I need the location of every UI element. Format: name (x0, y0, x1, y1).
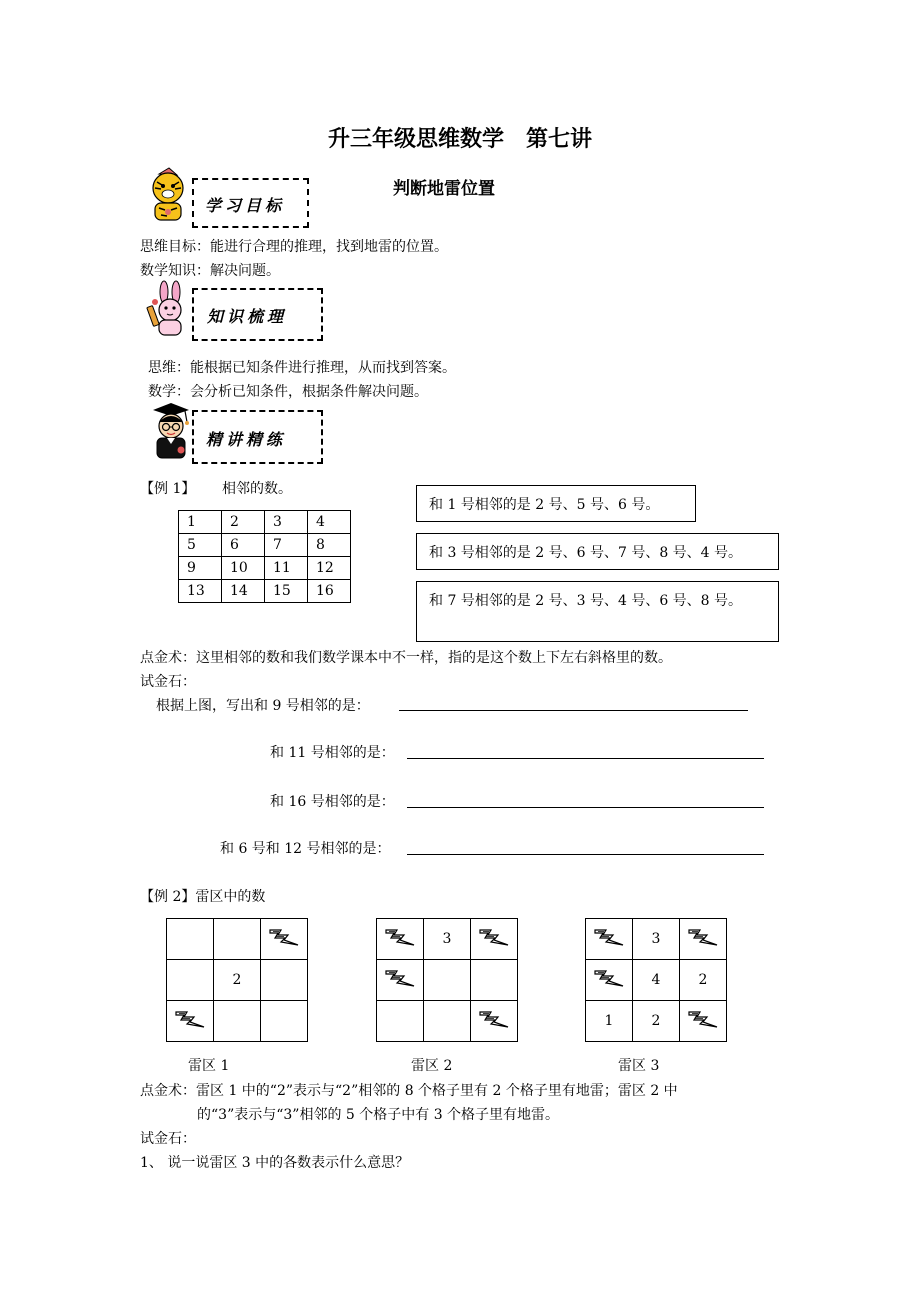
lightning-mine-icon (592, 926, 626, 948)
example2-question-1: 1、 说一说雷区 3 中的各数表示什么意思？ (140, 1155, 410, 1171)
lightning-mine-icon (477, 926, 511, 948)
mine-count: 1 (604, 1013, 614, 1029)
adjacency-box-3: 和 3 号相邻的是 2 号、6 号、7 号、8 号、4 号。 (416, 533, 779, 570)
grid-cell (471, 960, 518, 1001)
example2-tip-line-2: 的“3”表示与“3”相邻的 5 个格子中有 3 个格子里有地雷。 (197, 1107, 560, 1123)
grid-cell (586, 919, 633, 960)
grid-cell (261, 1001, 308, 1042)
section-label-goals: 学习目标 (205, 196, 286, 215)
lightning-mine-icon (383, 967, 417, 989)
grid-row (377, 960, 518, 1001)
mine-count: 2 (698, 972, 708, 988)
lightning-mine-icon (267, 926, 301, 948)
adjacency-box-1: 和 1 号相邻的是 2 号、5 号、6 号。 (416, 485, 696, 522)
lightning-mine-icon (686, 926, 720, 948)
answer-line-16[interactable] (407, 807, 764, 808)
table-row (179, 580, 351, 603)
grid-row (377, 919, 518, 960)
table-cell: 4 (308, 511, 351, 534)
example2-label: 【例 2】 (140, 889, 196, 905)
review-line-1: 思维：能根据已知条件进行推理，从而找到答案。 (148, 360, 456, 376)
grid-cell (167, 960, 214, 1001)
goals-line-1: 思维目标：能进行合理的推理，找到地雷的位置。 (140, 239, 448, 255)
grid-row (377, 1001, 518, 1042)
table-cell: 1 (179, 511, 222, 534)
grid-cell (424, 960, 471, 1001)
answer-line-6-12[interactable] (407, 854, 764, 855)
table-cell: 15 (265, 580, 308, 603)
grid-cell (680, 1001, 727, 1042)
section-label-practice: 精讲精练 (206, 430, 287, 449)
minefield-caption-1: 雷区 1 (188, 1058, 230, 1074)
grid-cell (471, 919, 518, 960)
mine-count: 4 (651, 972, 661, 988)
table-cell: 12 (308, 557, 351, 580)
grid-cell (586, 960, 633, 1001)
answer-line-11[interactable] (407, 758, 764, 759)
grid-cell (167, 1001, 214, 1042)
table-cell: 2 (222, 511, 265, 534)
example1-try-label: 试金石： (140, 674, 196, 690)
table-cell: 16 (308, 580, 351, 603)
table-cell: 14 (222, 580, 265, 603)
grid-cell (680, 919, 727, 960)
table-cell: 6 (222, 534, 265, 557)
grid-cell (214, 919, 261, 960)
example2-label-title (140, 886, 265, 906)
grid-cell (214, 1001, 261, 1042)
example1-tip: 点金术：这里相邻的数和我们数学课本中不一样，指的是这个数上下左右斜格里的数。 (140, 650, 672, 666)
grid-cell (261, 960, 308, 1001)
grid-cell (471, 1001, 518, 1042)
mine-count: 3 (442, 931, 452, 947)
question-16-label: 和 16 号相邻的是： (270, 794, 395, 810)
example1-title: 相邻的数。 (222, 481, 292, 497)
minefield-grid-2 (376, 918, 518, 1042)
grid-cell (424, 919, 471, 960)
grid-cell (167, 919, 214, 960)
table-cell: 3 (265, 511, 308, 534)
lightning-mine-icon (592, 967, 626, 989)
adjacency-box-7: 和 7 号相邻的是 2 号、3 号、4 号、6 号、8 号。 (416, 581, 779, 642)
minefield-grid-1 (166, 918, 308, 1042)
grid-cell (424, 1001, 471, 1042)
adjacency-number-table (178, 510, 351, 603)
table-cell: 11 (265, 557, 308, 580)
grid-row (167, 1001, 308, 1042)
table-row (179, 511, 351, 534)
grid-row (167, 919, 308, 960)
grid-cell (377, 960, 424, 1001)
example2-title: 雷区中的数 (195, 889, 266, 905)
lightning-mine-icon (383, 926, 417, 948)
page-title: 升三年级思维数学 第七讲 (327, 127, 592, 152)
example2-try-label: 试金石： (140, 1131, 196, 1147)
question-11-label: 和 11 号相邻的是： (270, 745, 395, 761)
table-cell: 8 (308, 534, 351, 557)
lightning-mine-icon (173, 1008, 207, 1030)
grid-cell (680, 960, 727, 1001)
example2-tip-line-1: 点金术：雷区 1 中的“2”表示与“2”相邻的 8 个格子里有 2 个格子里有地雷；雷区 2 中 (140, 1083, 678, 1099)
grid-cell (633, 1001, 680, 1042)
tiger-mascot-icon (143, 166, 193, 226)
grid-row (167, 960, 308, 1001)
grid-cell (377, 1001, 424, 1042)
question-6-12-label: 和 6 号和 12 号相邻的是： (220, 841, 391, 857)
minefield-caption-3: 雷区 3 (618, 1058, 660, 1074)
table-row (179, 557, 351, 580)
grid-row (586, 919, 727, 960)
mine-count: 2 (651, 1013, 661, 1029)
question-9-label: 根据上图，写出和 9 号相邻的是： (156, 698, 370, 714)
example1-label: 【例 1】 (140, 481, 196, 497)
grid-cell (214, 960, 261, 1001)
minefield-grid-3 (585, 918, 727, 1042)
minefield-caption-2: 雷区 2 (411, 1058, 453, 1074)
grid-cell (586, 1001, 633, 1042)
grid-cell (633, 919, 680, 960)
mine-count: 3 (651, 931, 661, 947)
mine-count: 2 (232, 972, 242, 988)
table-row (179, 534, 351, 557)
answer-line-9[interactable] (399, 710, 748, 711)
goals-line-2: 数学知识：解决问题。 (140, 263, 280, 279)
table-cell: 13 (179, 580, 222, 603)
grid-cell (633, 960, 680, 1001)
section-label-review: 知识梳理 (207, 307, 288, 326)
grid-cell (377, 919, 424, 960)
rabbit-mascot-icon (145, 280, 193, 340)
scholar-mascot-icon (145, 400, 195, 462)
table-cell: 9 (179, 557, 222, 580)
table-cell: 5 (179, 534, 222, 557)
grid-row (586, 1001, 727, 1042)
review-line-2: 数学：会分析已知条件，根据条件解决问题。 (148, 384, 428, 400)
grid-cell (261, 919, 308, 960)
table-cell: 7 (265, 534, 308, 557)
lesson-subtitle: 判断地雷位置 (393, 179, 495, 199)
table-cell: 10 (222, 557, 265, 580)
lightning-mine-icon (477, 1008, 511, 1030)
lightning-mine-icon (686, 1008, 720, 1030)
grid-row (586, 960, 727, 1001)
